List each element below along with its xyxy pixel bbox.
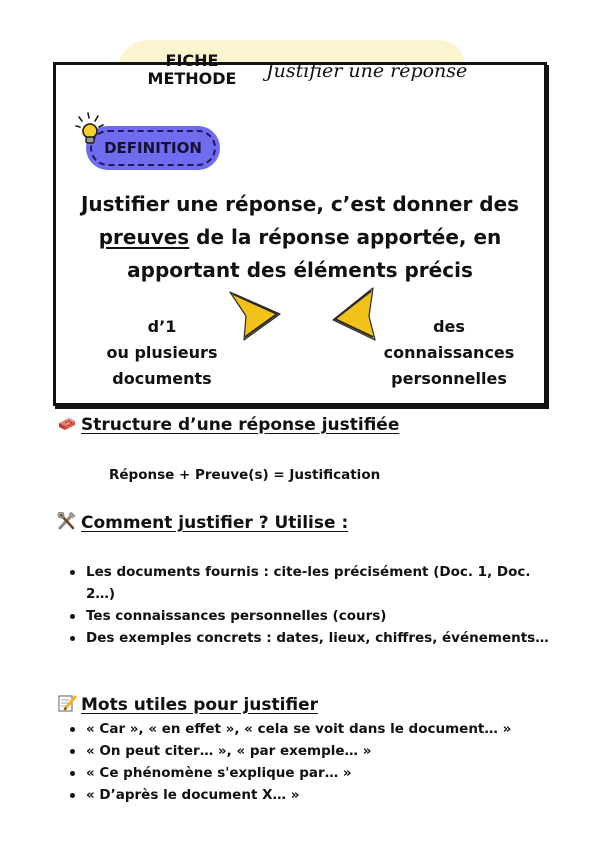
- memo-icon: [57, 694, 77, 712]
- source-left-line: d’1: [147, 317, 177, 336]
- source-documents: [92, 314, 232, 392]
- source-left-line: ou plusieurs: [106, 343, 218, 362]
- list-item: Les documents fournis : cite-les précisément (Doc. 1, Doc. 2…): [66, 561, 556, 605]
- justification-formula: Réponse + Preuve(s) = Justification: [109, 467, 381, 483]
- fiche-line: FICHE: [165, 51, 219, 70]
- source-left-line: documents: [112, 369, 212, 388]
- fiche-methode-label: [138, 52, 246, 88]
- definition-part2: de la réponse apportée, en apportant des éléments précis: [127, 225, 502, 282]
- list-item: « Ce phénomène s'explique par… »: [66, 762, 566, 784]
- list-item: Des exemples concrets : dates, lieux, chiffres, événements…: [66, 627, 556, 649]
- definition-badge-label: DEFINITION: [104, 139, 202, 157]
- tools-icon: [57, 512, 77, 530]
- list-item: « Car », « en effet », « cela se voit dans le document… »: [66, 718, 566, 740]
- methode-line: METHODE: [147, 69, 237, 88]
- definition-text: [75, 188, 525, 287]
- arrow-left-icon: [224, 290, 282, 342]
- comment-heading: [57, 512, 348, 533]
- source-connaissances: [372, 314, 526, 392]
- source-right-line: des: [433, 317, 465, 336]
- source-right-line: connaissances: [383, 343, 515, 362]
- definition-badge: [86, 126, 220, 170]
- brick-icon: [57, 414, 77, 432]
- comment-heading-label: Comment justifier ? Utilise :: [81, 513, 349, 533]
- source-right-line: personnelles: [391, 369, 507, 388]
- list-item: « D’après le document X… »: [66, 784, 566, 806]
- mots-heading-label: Mots utiles pour justifier: [81, 695, 318, 715]
- structure-heading: [57, 414, 399, 435]
- list-item: Tes connaissances personnelles (cours): [66, 605, 556, 627]
- mots-heading: [57, 694, 318, 715]
- definition-keyword: preuves: [98, 225, 190, 249]
- page-title: Justifier une réponse: [266, 60, 468, 82]
- comment-list: [66, 561, 556, 649]
- list-item: « On peut citer… », « par exemple… »: [66, 740, 566, 762]
- mots-list: [66, 718, 566, 806]
- lightbulb-icon: [72, 112, 106, 146]
- definition-part1: Justifier une réponse, c’est donner des: [80, 192, 520, 216]
- structure-heading-label: Structure d’une réponse justifiée: [81, 415, 400, 435]
